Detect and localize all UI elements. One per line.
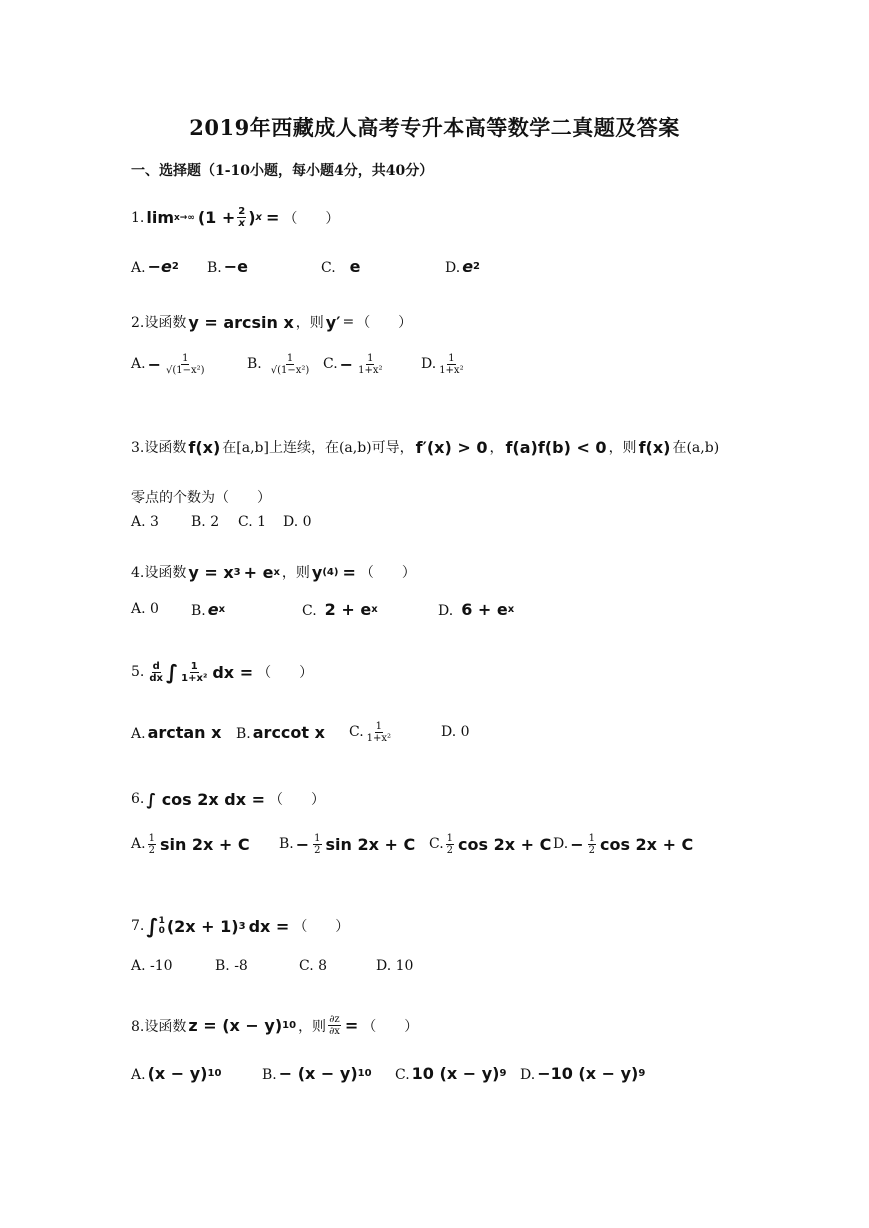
q2-option-a: A. − $\frac{1}{\text{√(1−x²)}}$ bbox=[131, 352, 205, 376]
q3-option-c: C. 1 bbox=[238, 514, 267, 530]
q2-option-c: C. − $\frac{1}{\text{1+x²}}$ bbox=[323, 352, 383, 376]
q1-expression: lim x→∞ (1 + $\frac{2}{x}$ ) x = bbox=[146, 206, 280, 229]
q8-option-d: D. −10 (x − y) 9 bbox=[520, 1063, 646, 1083]
q7-option-a: A. -10 bbox=[131, 958, 173, 974]
question-1: 1. lim x→∞ (1 + $\frac{2}{x}$ ) x = （ ） bbox=[131, 206, 340, 229]
q4-expression: y = x 3 + e x bbox=[188, 562, 280, 582]
q7-option-c: C. 8 bbox=[299, 958, 328, 974]
question-3-line-2: 零点的个数为（ ） bbox=[131, 490, 271, 506]
q8-expression: z = (x − y) 10 bbox=[188, 1016, 297, 1035]
q1-option-c: C. e bbox=[321, 256, 361, 276]
q8-option-c: C. 10 (x − y) 9 bbox=[395, 1063, 507, 1083]
page-title: 2019年西藏成人高考专升本高等数学二真题及答案 bbox=[189, 115, 680, 140]
q3-option-a: A. 3 bbox=[131, 514, 159, 530]
q6-option-c: C. $\frac{1}{2}$ cos 2x + C bbox=[429, 832, 552, 856]
q8-option-b: B. − (x − y) 10 bbox=[262, 1063, 372, 1083]
q8-option-a: A. (x − y) 10 bbox=[131, 1063, 222, 1083]
q6-option-b: B. − $\frac{1}{2}$ sin 2x + C bbox=[279, 832, 416, 856]
q6-option-a: A. $\frac{1}{2}$ sin 2x + C bbox=[131, 832, 250, 856]
q6-expression: ∫ cos 2x dx = bbox=[146, 789, 266, 809]
q7-option-d: D. 10 bbox=[376, 958, 414, 974]
q4-option-a: A. 0 bbox=[131, 601, 159, 617]
q5-option-b: B. arccot x bbox=[236, 722, 325, 742]
question-5: 5. $\frac{d}{dx}$ ∫ $\frac{1}{\text{1+x²}}$ dx = （ ） bbox=[131, 660, 314, 684]
q5-expression: $\frac{d}{dx}$ ∫ $\frac{1}{\text{1+x²}}$ dx = bbox=[149, 660, 254, 684]
q7-option-b: B. -8 bbox=[215, 958, 248, 974]
q3-option-d: D. 0 bbox=[283, 514, 312, 530]
question-8: 8.设函数 z = (x − y) 10 ，则 $\frac{\partial z}{\partial x}$ = （ ） bbox=[131, 1014, 419, 1037]
question-2: 2.设函数 y = arcsin x ，则 y′ = （ ） bbox=[131, 312, 413, 332]
q5-option-c: C. $\frac{1}{\text{1+x²}}$ bbox=[349, 720, 392, 744]
q5-option-d: D. 0 bbox=[441, 724, 470, 740]
question-6: 6. ∫ cos 2x dx = （ ） bbox=[131, 789, 326, 809]
q1-option-b: B. −e bbox=[207, 256, 249, 276]
q6-option-d: D. − $\frac{1}{2}$ cos 2x + C bbox=[553, 832, 694, 856]
q1-option-d: D. e 2 bbox=[445, 256, 481, 276]
q2-expression: y = arcsin x bbox=[188, 312, 294, 332]
q2-option-d: D. $\frac{1}{\text{1+x²}}$ bbox=[421, 352, 464, 376]
q7-expression: ∫ 1 0 (2x + 1) 3 dx = bbox=[146, 914, 290, 938]
q1-option-a: A. −e 2 bbox=[131, 256, 179, 276]
section-heading: 一、选择题（1-10小题，每小题4分，共40分） bbox=[131, 163, 434, 179]
q2-option-b: B. $\frac{1}{\text{√(1−x²)}}$ bbox=[247, 352, 310, 376]
q4-option-b: B. e x bbox=[191, 599, 226, 619]
question-7: 7. ∫ 1 0 (2x + 1) 3 dx = （ ） bbox=[131, 914, 350, 938]
q4-option-c: C. 2 + e x bbox=[302, 599, 378, 619]
question-3: 3.设函数 f(x) 在[a,b]上连续，在(a,b)可导， f′(x) > 0 ， f(a)f(b) < 0 ，则 f(x) 在(a,b) bbox=[131, 437, 720, 457]
q4-option-d: D. 6 + e x bbox=[438, 599, 515, 619]
q5-option-a: A. arctan x bbox=[131, 722, 222, 742]
question-4: 4.设函数 y = x 3 + e x ，则 y (4) = （ ） bbox=[131, 562, 416, 582]
q3-option-b: B. 2 bbox=[191, 514, 220, 530]
